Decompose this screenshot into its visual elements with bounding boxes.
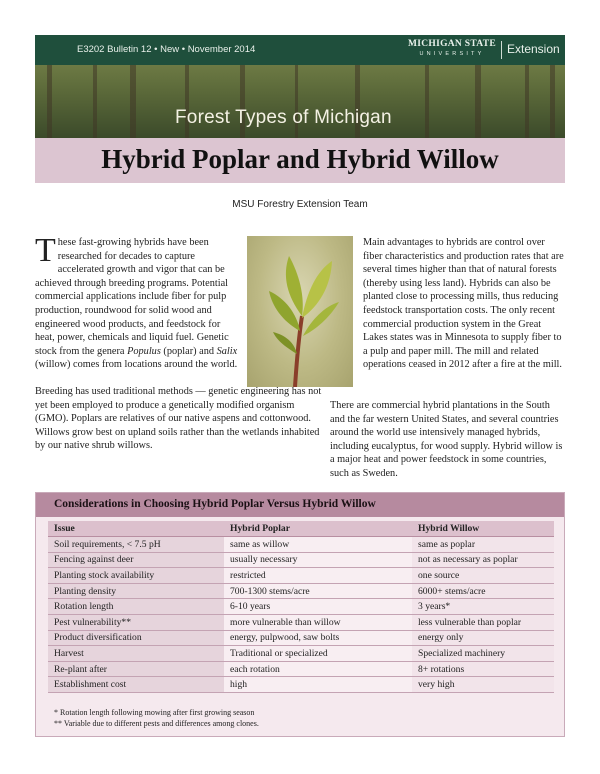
table-row bbox=[48, 537, 554, 553]
table-row bbox=[48, 661, 554, 677]
table-row bbox=[48, 599, 554, 615]
bulletin-info: E3202 Bulletin 12 • New • November 2014 bbox=[77, 44, 256, 55]
advantages-paragraph: Main advantages to hybrids are control over fiber characteristics and production rates that are several times higher than that of natural forests (thereby using less land). Hybrids can also be planted close to processing mills, thus reducing feedstock transportation costs. The only recent commercial production system in the Great Lakes states was in Minnesota to supply fiber to a pulp and paper mill. The mill and related operations ceased in 2012 after a fire at the mill. bbox=[363, 237, 564, 371]
cell-issue: Fencing against deer bbox=[48, 552, 224, 568]
cell-poplar: 6-10 years bbox=[224, 599, 412, 615]
cell-poplar: energy, pulpwood, saw bolts bbox=[224, 630, 412, 646]
willow-bud-photo bbox=[247, 236, 353, 387]
header-bar bbox=[35, 35, 565, 65]
table-row bbox=[48, 583, 554, 599]
table-title: Considerations in Choosing Hybrid Poplar Versus Hybrid Willow bbox=[54, 498, 376, 510]
footnote-1: * Rotation length following mowing after first growing season bbox=[54, 708, 255, 717]
cell-issue: Soil requirements, < 7.5 pH bbox=[48, 537, 224, 553]
table-row bbox=[48, 614, 554, 630]
col-issue: Issue bbox=[48, 521, 224, 537]
table-footnotes bbox=[54, 707, 259, 729]
footnote-2: ** Variable due to different pests and differences among clones. bbox=[54, 719, 259, 728]
page-title: Hybrid Poplar and Hybrid Willow bbox=[101, 144, 499, 174]
genus-populus: Populus bbox=[127, 345, 161, 357]
cell-willow: Specialized machinery bbox=[412, 646, 554, 662]
author-line: MSU Forestry Extension Team bbox=[232, 199, 368, 210]
considerations-table bbox=[35, 492, 565, 737]
cell-poplar: each rotation bbox=[224, 661, 412, 677]
series-title: Forest Types of Michigan bbox=[175, 107, 392, 128]
plantations-paragraph: There are commercial hybrid plantations in the South and the far western United States, and several countries around the world use intensively managed hybrids, including eucalyptus, for wood supply. Hybrid willow is a major heat and power feedstock in some countries, such as Sweden. bbox=[330, 400, 563, 479]
col-hybrid-poplar: Hybrid Poplar bbox=[224, 521, 412, 537]
intro-paragraph bbox=[35, 232, 242, 372]
cell-willow: less vulnerable than poplar bbox=[412, 614, 554, 630]
cell-poplar: Traditional or specialized bbox=[224, 646, 412, 662]
cell-issue: Harvest bbox=[48, 646, 224, 662]
comparison-table bbox=[48, 521, 554, 693]
table-row bbox=[48, 630, 554, 646]
cell-issue: Planting stock availability bbox=[48, 568, 224, 584]
cell-willow: same as poplar bbox=[412, 537, 554, 553]
breeding-paragraph: Breeding has used traditional methods — genetic engineering has not yet been employed to produce a genetically modified organism (GMO). Poplars are relatives of our native aspens and cottonwood. Willows grow best on upland soils rather than the wetlands inhabited by our native shrub willows. bbox=[35, 386, 322, 452]
cell-willow: 8+ rotations bbox=[412, 661, 554, 677]
drop-cap: T bbox=[35, 232, 56, 269]
cell-willow: energy only bbox=[412, 630, 554, 646]
cell-poplar: usually necessary bbox=[224, 552, 412, 568]
cell-willow: not as necessary as poplar bbox=[412, 552, 554, 568]
cell-willow: very high bbox=[412, 677, 554, 693]
cell-issue: Establishment cost bbox=[48, 677, 224, 693]
cell-poplar: 700-1300 stems/acre bbox=[224, 583, 412, 599]
cell-willow: 6000+ stems/acre bbox=[412, 583, 554, 599]
cell-poplar: restricted bbox=[224, 568, 412, 584]
cell-poplar: same as willow bbox=[224, 537, 412, 553]
cell-poplar: more vulnerable than willow bbox=[224, 614, 412, 630]
cell-willow: one source bbox=[412, 568, 554, 584]
cell-issue: Re-plant after bbox=[48, 661, 224, 677]
table-row bbox=[48, 552, 554, 568]
extension-label: Extension bbox=[507, 42, 560, 56]
logo-line-1: MICHIGAN STATE bbox=[407, 39, 497, 49]
cell-issue: Planting density bbox=[48, 583, 224, 599]
salix-note: (willow) comes from locations around the world. bbox=[35, 359, 238, 371]
intro-text: hese fast-growing hybrids have been researched for decades to capture accelerated growth and vigor that can be achieved through breeding programs. Potential commercial applications include fiber for pulp production, roundwood for solid wood and engineered wood products, and feedstock for heat, power, chemicals and liquid fuel. Genetic stock from the genera bbox=[35, 237, 229, 357]
table-header-row bbox=[48, 521, 554, 537]
title-bar bbox=[35, 138, 565, 183]
table-row bbox=[48, 568, 554, 584]
cell-issue: Rotation length bbox=[48, 599, 224, 615]
populus-note: (poplar) and bbox=[160, 345, 217, 357]
genus-salix: Salix bbox=[216, 345, 238, 357]
cell-willow: 3 years* bbox=[412, 599, 554, 615]
table-row bbox=[48, 646, 554, 662]
col-hybrid-willow: Hybrid Willow bbox=[412, 521, 554, 537]
cell-issue: Product diversification bbox=[48, 630, 224, 646]
table-row bbox=[48, 677, 554, 693]
table-title-bar bbox=[36, 493, 564, 517]
logo-line-2: UNIVERSITY bbox=[419, 50, 485, 57]
cell-poplar: high bbox=[224, 677, 412, 693]
cell-issue: Pest vulnerability** bbox=[48, 614, 224, 630]
forest-banner-image bbox=[35, 65, 565, 138]
msu-logo bbox=[405, 40, 499, 57]
logo-divider bbox=[501, 41, 502, 59]
